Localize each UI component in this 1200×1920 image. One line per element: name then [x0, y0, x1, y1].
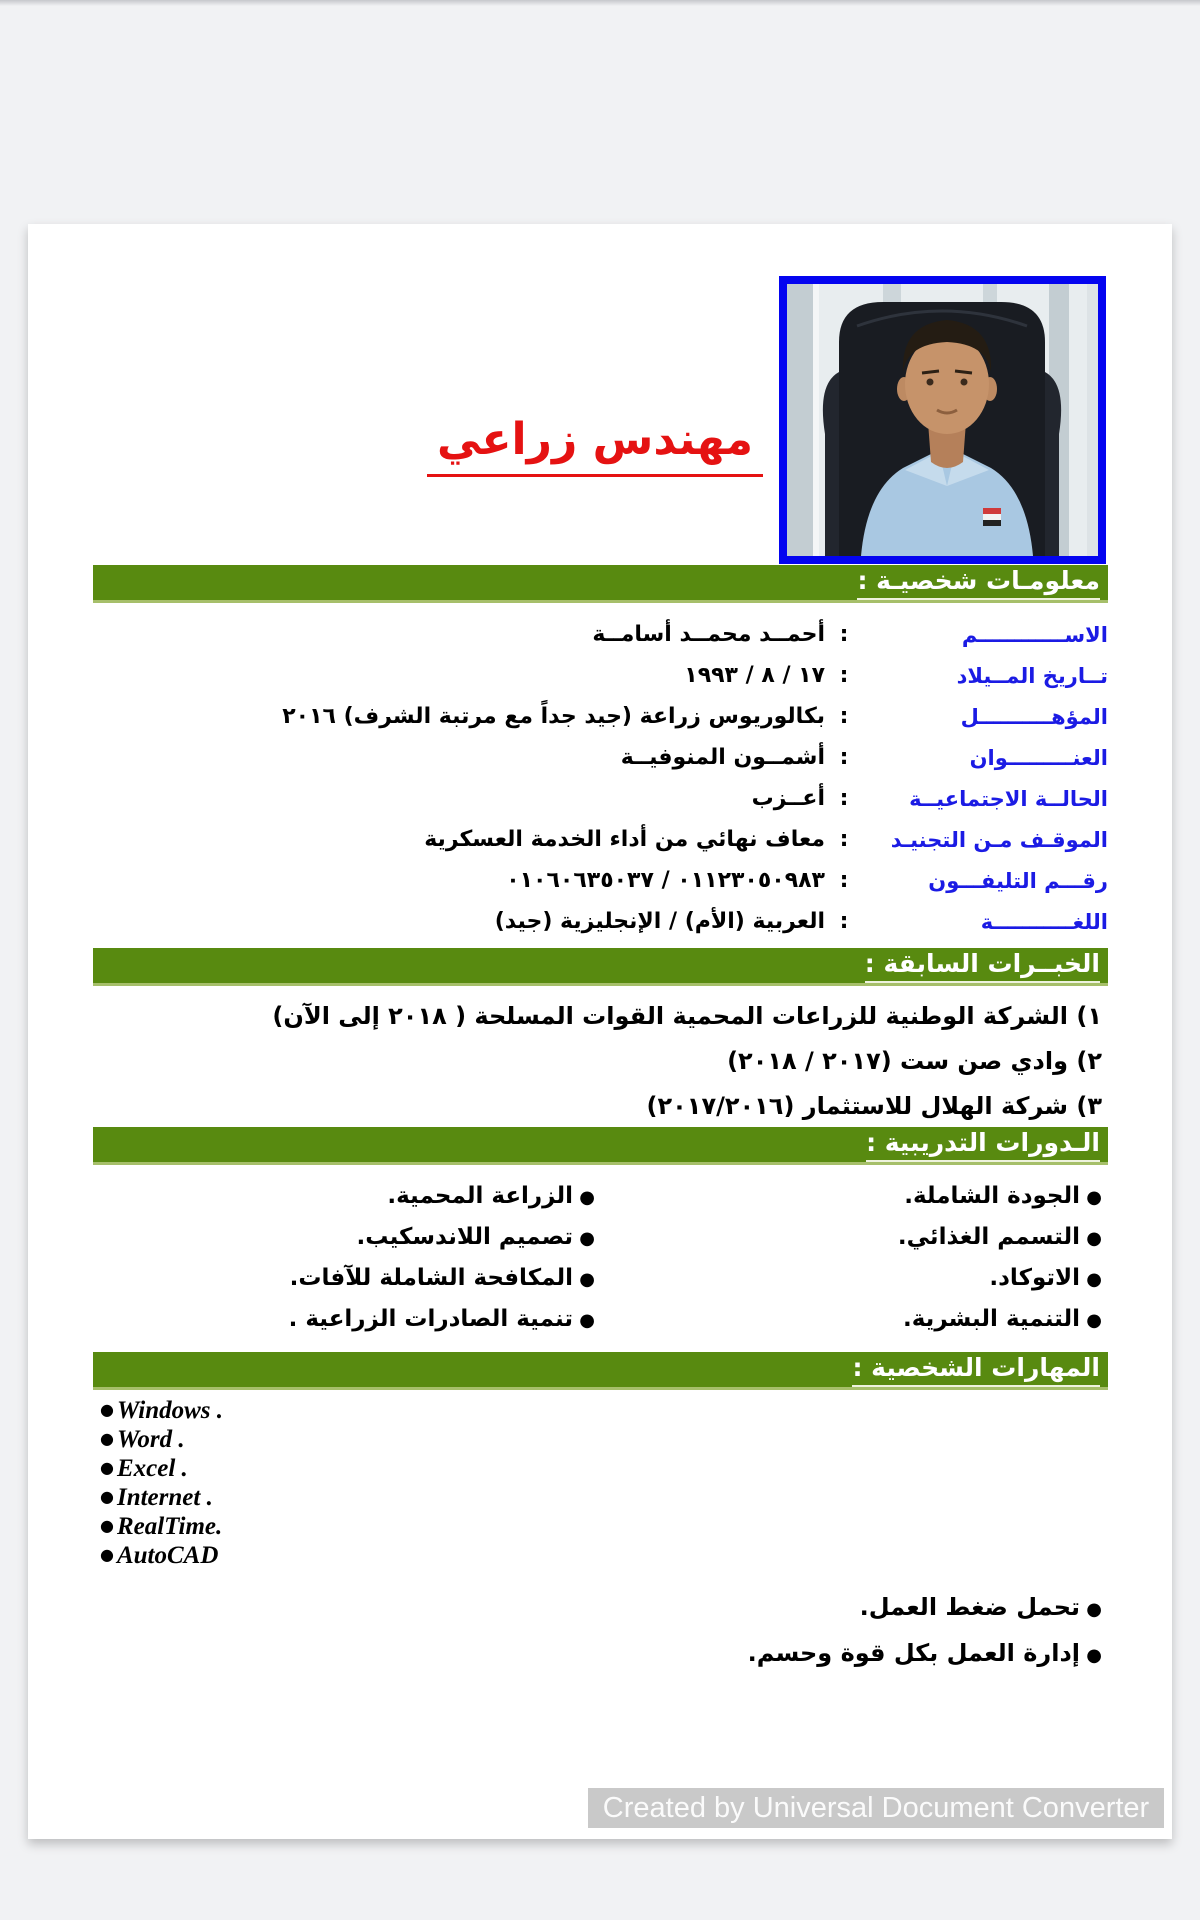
courses-column-left [94, 1176, 601, 1340]
info-row-language [93, 901, 1108, 942]
personal-skills-list [93, 1584, 1108, 1676]
info-colon: : [839, 663, 849, 688]
course-item: ● تنمية الصادرات الزراعية . [94, 1299, 601, 1340]
info-row-name [93, 614, 1108, 655]
info-label: العنـــــــــوان [969, 745, 1108, 770]
flag-pin [983, 508, 1001, 526]
info-colon: : [839, 868, 849, 893]
courses-grid [93, 1176, 1108, 1340]
skill-item: ● Windows . [100, 1395, 223, 1424]
info-label: رقـــم التليفـــون [928, 868, 1108, 893]
info-value: ١٧ / ٨ / ١٩٩٣ [684, 663, 825, 688]
course-item: ● الجودة الشاملة. [601, 1176, 1108, 1217]
info-label: تــاريخ المــيلاد [956, 663, 1108, 688]
section-bar-personal-info [93, 565, 1108, 603]
section-bar-courses [93, 1127, 1108, 1165]
courses-column-right [601, 1176, 1108, 1340]
personal-info-list [93, 614, 1108, 942]
info-value: معاف نهائي من أداء الخدمة العسكرية [424, 827, 825, 852]
info-colon: : [839, 827, 849, 852]
experience-item: ٣) شركة الهلال للاستثمار (٢٠١٧/٢٠١٦) [646, 1092, 1102, 1120]
info-value: بكالوريوس زراعة (جيد جداً مع مرتبة الشرف) ٢٠١٦ [282, 704, 825, 729]
profile-photo [787, 284, 1098, 556]
skill-item: ● Internet . [100, 1482, 223, 1511]
info-row-birthdate [93, 655, 1108, 696]
course-item: ● التنمية البشرية. [601, 1299, 1108, 1340]
cv-document-page [28, 224, 1172, 1839]
skill-item: ● AutoCAD [100, 1540, 223, 1569]
course-item: ● الزراعة المحمية. [94, 1176, 601, 1217]
info-value: ٠١١٢٣٠٥٠٩٨٣ / ٠١٠٦٠٦٣٥٠٣٧ [506, 868, 825, 893]
experience-item: ١) الشركة الوطنية للزراعات المحمية القوات المسلحة ( ٢٠١٨ إلى الآن) [272, 1002, 1102, 1030]
info-value: أحمــد محمــد أسامــة [592, 622, 825, 647]
section-title-personal-info: معلومـات شخصيـة : [857, 566, 1100, 600]
computer-skills-list [100, 1395, 223, 1569]
info-label: الموقـف مـن التجنيـد [890, 827, 1108, 852]
skill-item: ● Excel . [100, 1453, 223, 1482]
viewer-top-edge [0, 0, 1200, 6]
course-item: ● الاتوكاد. [601, 1258, 1108, 1299]
skill-item: ● RealTime. [100, 1511, 223, 1540]
info-label: اللغـــــــــــة [980, 909, 1108, 934]
job-title: مهندس زراعي [427, 416, 763, 477]
skill-item: ● تحمل ضغط العمل. [93, 1584, 1108, 1630]
info-colon: : [839, 745, 849, 770]
info-colon: : [839, 909, 849, 934]
course-item: ● التسمم الغذائي. [601, 1217, 1108, 1258]
info-value: العربية (الأم) / الإنجليزية (جيد) [494, 909, 825, 934]
profile-photo-frame [779, 276, 1106, 564]
info-row-address [93, 737, 1108, 778]
section-bar-experience [93, 948, 1108, 986]
info-row-marital-status [93, 778, 1108, 819]
info-label: المؤهــــــــــل [960, 704, 1108, 729]
info-label: الحالــة الاجتماعيــة [909, 786, 1108, 811]
skill-item: ● Word . [100, 1424, 223, 1453]
course-item: ● تصميم اللاندسكيب. [94, 1217, 601, 1258]
info-colon: : [839, 622, 849, 647]
section-title-skills: المهارات الشخصية : [852, 1353, 1100, 1387]
experience-item: ٢) وادي صن ست (٢٠١٧ / ٢٠١٨) [727, 1047, 1102, 1075]
experience-list [93, 994, 1108, 1129]
section-title-courses: الـدورات التدريبية : [866, 1128, 1100, 1162]
info-row-phone [93, 860, 1108, 901]
info-label: الاســــــــــــم [961, 622, 1108, 647]
course-item: ● المكافحة الشاملة للآفات. [94, 1258, 601, 1299]
info-colon: : [839, 704, 849, 729]
info-row-military-status [93, 819, 1108, 860]
info-value: أشمــون المنوفيــة [620, 745, 825, 770]
info-colon: : [839, 786, 849, 811]
converter-watermark: Created by Universal Document Converter [588, 1788, 1164, 1828]
info-value: أعــزب [751, 786, 825, 811]
section-title-experience: الخبــرات السابقة : [865, 949, 1100, 983]
info-row-qualification [93, 696, 1108, 737]
skill-item: ● إدارة العمل بكل قوة وحسم. [93, 1630, 1108, 1676]
section-bar-skills [93, 1352, 1108, 1390]
